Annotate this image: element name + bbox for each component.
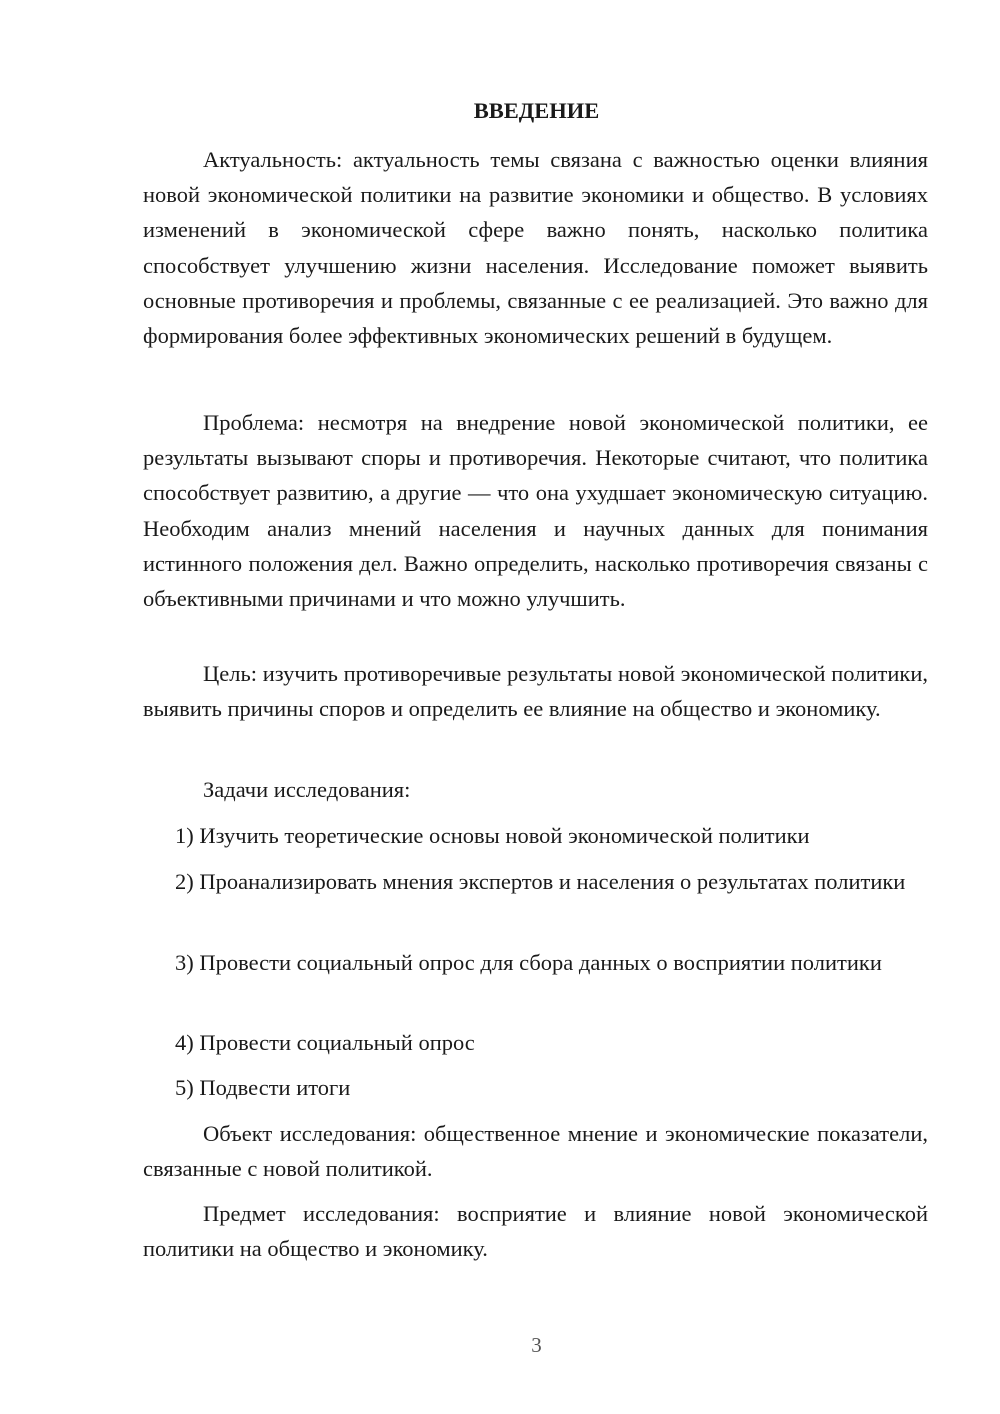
paragraph-relevance: Актуальность: актуальность темы связана с важностью оценки влияния новой экономической политики на развитие экономики и общество. В условиях изменений в экономической сфере важно понять, насколько политика способствует улучшению жизни населения. Исследование поможет выявить основные противоречия и проблемы, связанные с ее реализацией. Это важно для формирования более эффективных экономических решений в будущем.	[143, 147, 928, 349]
tasks-heading: Задачи исследования:	[203, 777, 411, 802]
paragraph-problem: Проблема: несмотря на внедрение новой экономической политики, ее результаты вызывают споры и противоречия. Некоторые считают, что политика способствует развитию, а другие — что она ухудшает экономическую ситуацию. Необходим анализ мнений населения и научных данных для понимания истинного положения дел. Важно определить, насколько противоречия связаны с объективными причинами и что можно улучшить.	[143, 410, 928, 612]
task-item-5: 5) Подвести итоги	[175, 1075, 351, 1100]
page-number: 3	[531, 1333, 542, 1357]
paragraph-goal: Цель: изучить противоречивые результаты новой экономической политики, выявить причины споров и определить ее влияние на общество и экономику.	[143, 661, 928, 722]
paragraph-subject: Предмет исследования: восприятие и влияние новой экономической политики на общество и экономику.	[143, 1201, 928, 1262]
paragraph-object: Объект исследования: общественное мнение и экономические показатели, связанные с новой политикой.	[143, 1121, 928, 1182]
task-item-2: 2) Проанализировать мнения экспертов и населения о результатах политики	[175, 869, 906, 894]
task-item-4: 4) Провести социальный опрос	[175, 1030, 475, 1055]
page-title: ВВЕДЕНИЕ	[473, 98, 600, 123]
task-item-3: 3) Провести социальный опрос для сбора данных о восприятии политики	[175, 950, 882, 975]
task-item-1: 1) Изучить теоретические основы новой экономической политики	[175, 823, 810, 848]
